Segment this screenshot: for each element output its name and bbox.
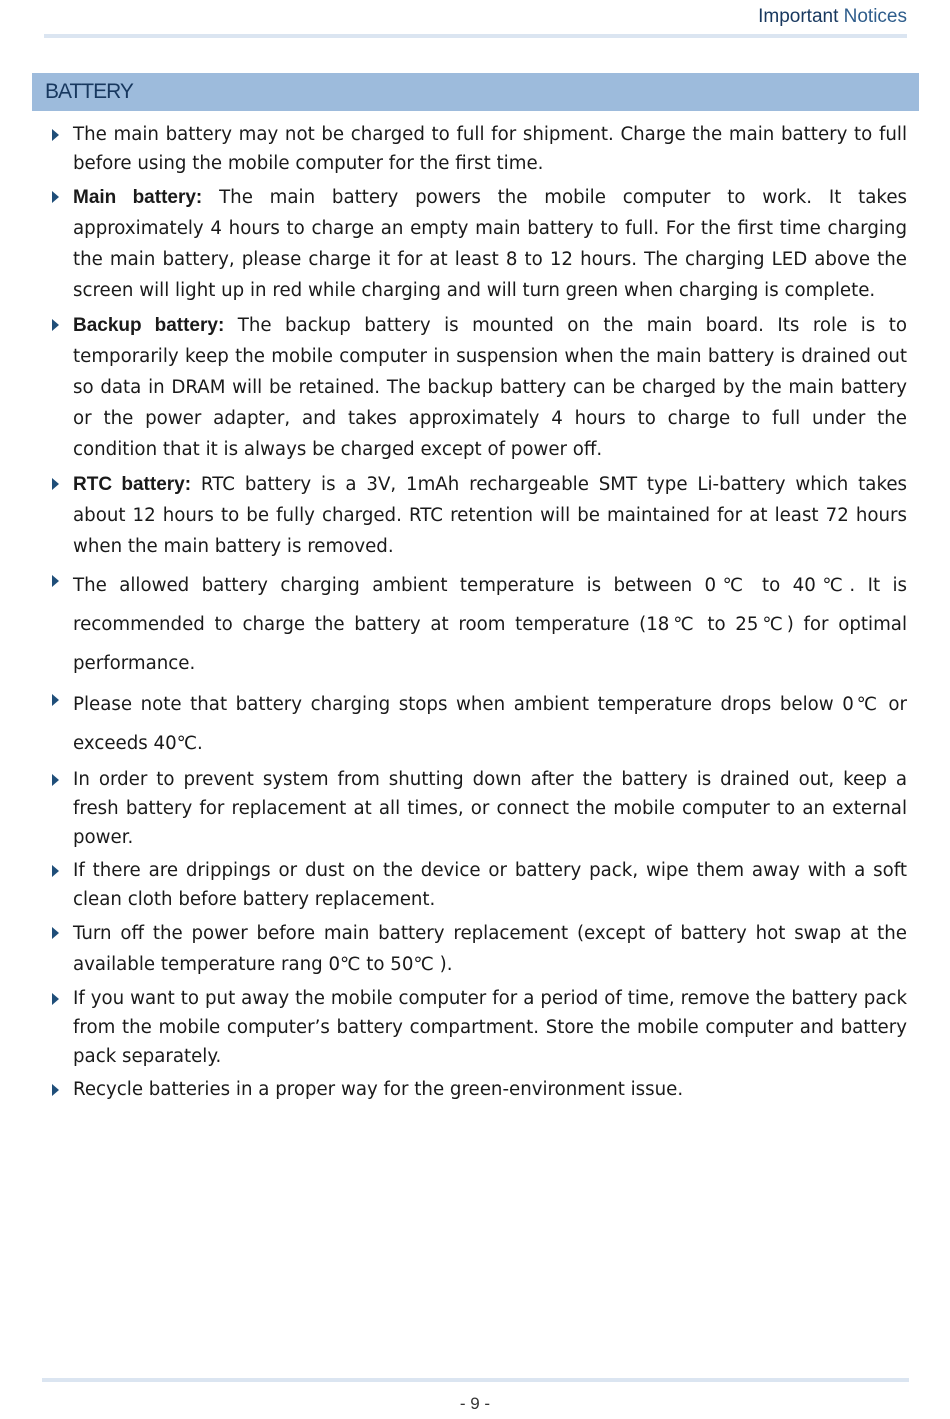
header-title-strong: Important: [758, 6, 839, 27]
bullet-text: If you want to put away the mobile computer for a period of time, remove the battery pack from the mobile computer’s battery compartment. Store the mobile computer and battery pack separately.: [73, 988, 907, 1067]
bullet-text: The main battery may not be charged to full for shipment. Charge the main battery to full before using the mobile computer for the first time.: [73, 124, 907, 174]
bullet-text: RTC battery is a 3V, 1mAh rechargeable SMT type Li-battery which takes about 12 hours to be fully charged. RTC retention will be maintained for at least 72 hours when the main battery is removed.: [73, 474, 907, 557]
section-heading-bar: [32, 73, 919, 111]
bullet-lead: RTC battery:: [73, 474, 192, 495]
triangle-right-icon: [52, 478, 59, 490]
list-item: [50, 120, 907, 178]
list-item: [50, 310, 907, 465]
list-item: [50, 566, 907, 683]
triangle-right-icon: [52, 774, 59, 786]
bullet-text: The allowed battery charging ambient temperature is between 0℃ to 40℃. It is recommended to charge the battery at room temperature (18℃ to 25℃) for optimal performance.: [73, 575, 907, 674]
triangle-right-icon: [52, 694, 59, 706]
bullet-lead: Main battery:: [73, 187, 203, 208]
page-header-title: [758, 6, 907, 28]
triangle-right-icon: [52, 191, 59, 203]
triangle-right-icon: [52, 319, 59, 331]
footer-divider: [42, 1378, 909, 1382]
header-title-light: Notices: [843, 6, 907, 27]
list-item: [50, 765, 907, 852]
triangle-right-icon: [52, 129, 59, 141]
bullet-text: The backup battery is mounted on the main board. Its role is to temporarily keep the mobile computer in suspension when the main battery is drained out so data in DRAM will be retained. The backup battery can be charged by the main battery or the power adapter, and takes approximately 4 hours to charge to full under the condition that it is always be charged except of power off.: [73, 315, 907, 460]
header-divider: [44, 34, 907, 38]
bullet-text: The main battery powers the mobile computer to work. It takes approximately 4 hours to charge an empty main battery to full. For the first time charging the main battery, please charge it for at least 8 to 12 hours. The charging LED above the screen will light up in red while charging and will turn green when charging is complete.: [73, 187, 907, 301]
page-number: - 9 -: [459, 1394, 491, 1413]
triangle-right-icon: [52, 575, 59, 587]
triangle-right-icon: [52, 865, 59, 877]
battery-notice-list: [50, 120, 907, 1108]
triangle-right-icon: [52, 993, 59, 1005]
bullet-text: Turn off the power before main battery replacement (except of battery hot swap at the available temperature rang 0℃ to 50℃ ).: [73, 923, 907, 975]
list-item: [50, 918, 907, 980]
bullet-text: Recycle batteries in a proper way for the green-environment issue.: [73, 1079, 684, 1100]
list-item: [50, 984, 907, 1071]
bullet-text: In order to prevent system from shutting down after the battery is drained out, keep a fresh battery for replacement at all times, or connect the mobile computer to an external power.: [73, 769, 907, 848]
list-item: [50, 182, 907, 306]
triangle-right-icon: [52, 1084, 59, 1096]
bullet-lead: Backup battery:: [73, 315, 225, 336]
bullet-text: Please note that battery charging stops when ambient temperature drops below 0℃ or exceeds 40℃.: [73, 694, 907, 754]
list-item: [50, 1075, 907, 1104]
list-item: [50, 856, 907, 914]
section-title: BATTERY: [45, 80, 133, 103]
triangle-right-icon: [52, 927, 59, 939]
bullet-text: If there are drippings or dust on the device or battery pack, wipe them away with a soft clean cloth before battery replacement.: [73, 860, 907, 910]
list-item: [50, 685, 907, 763]
list-item: [50, 469, 907, 562]
